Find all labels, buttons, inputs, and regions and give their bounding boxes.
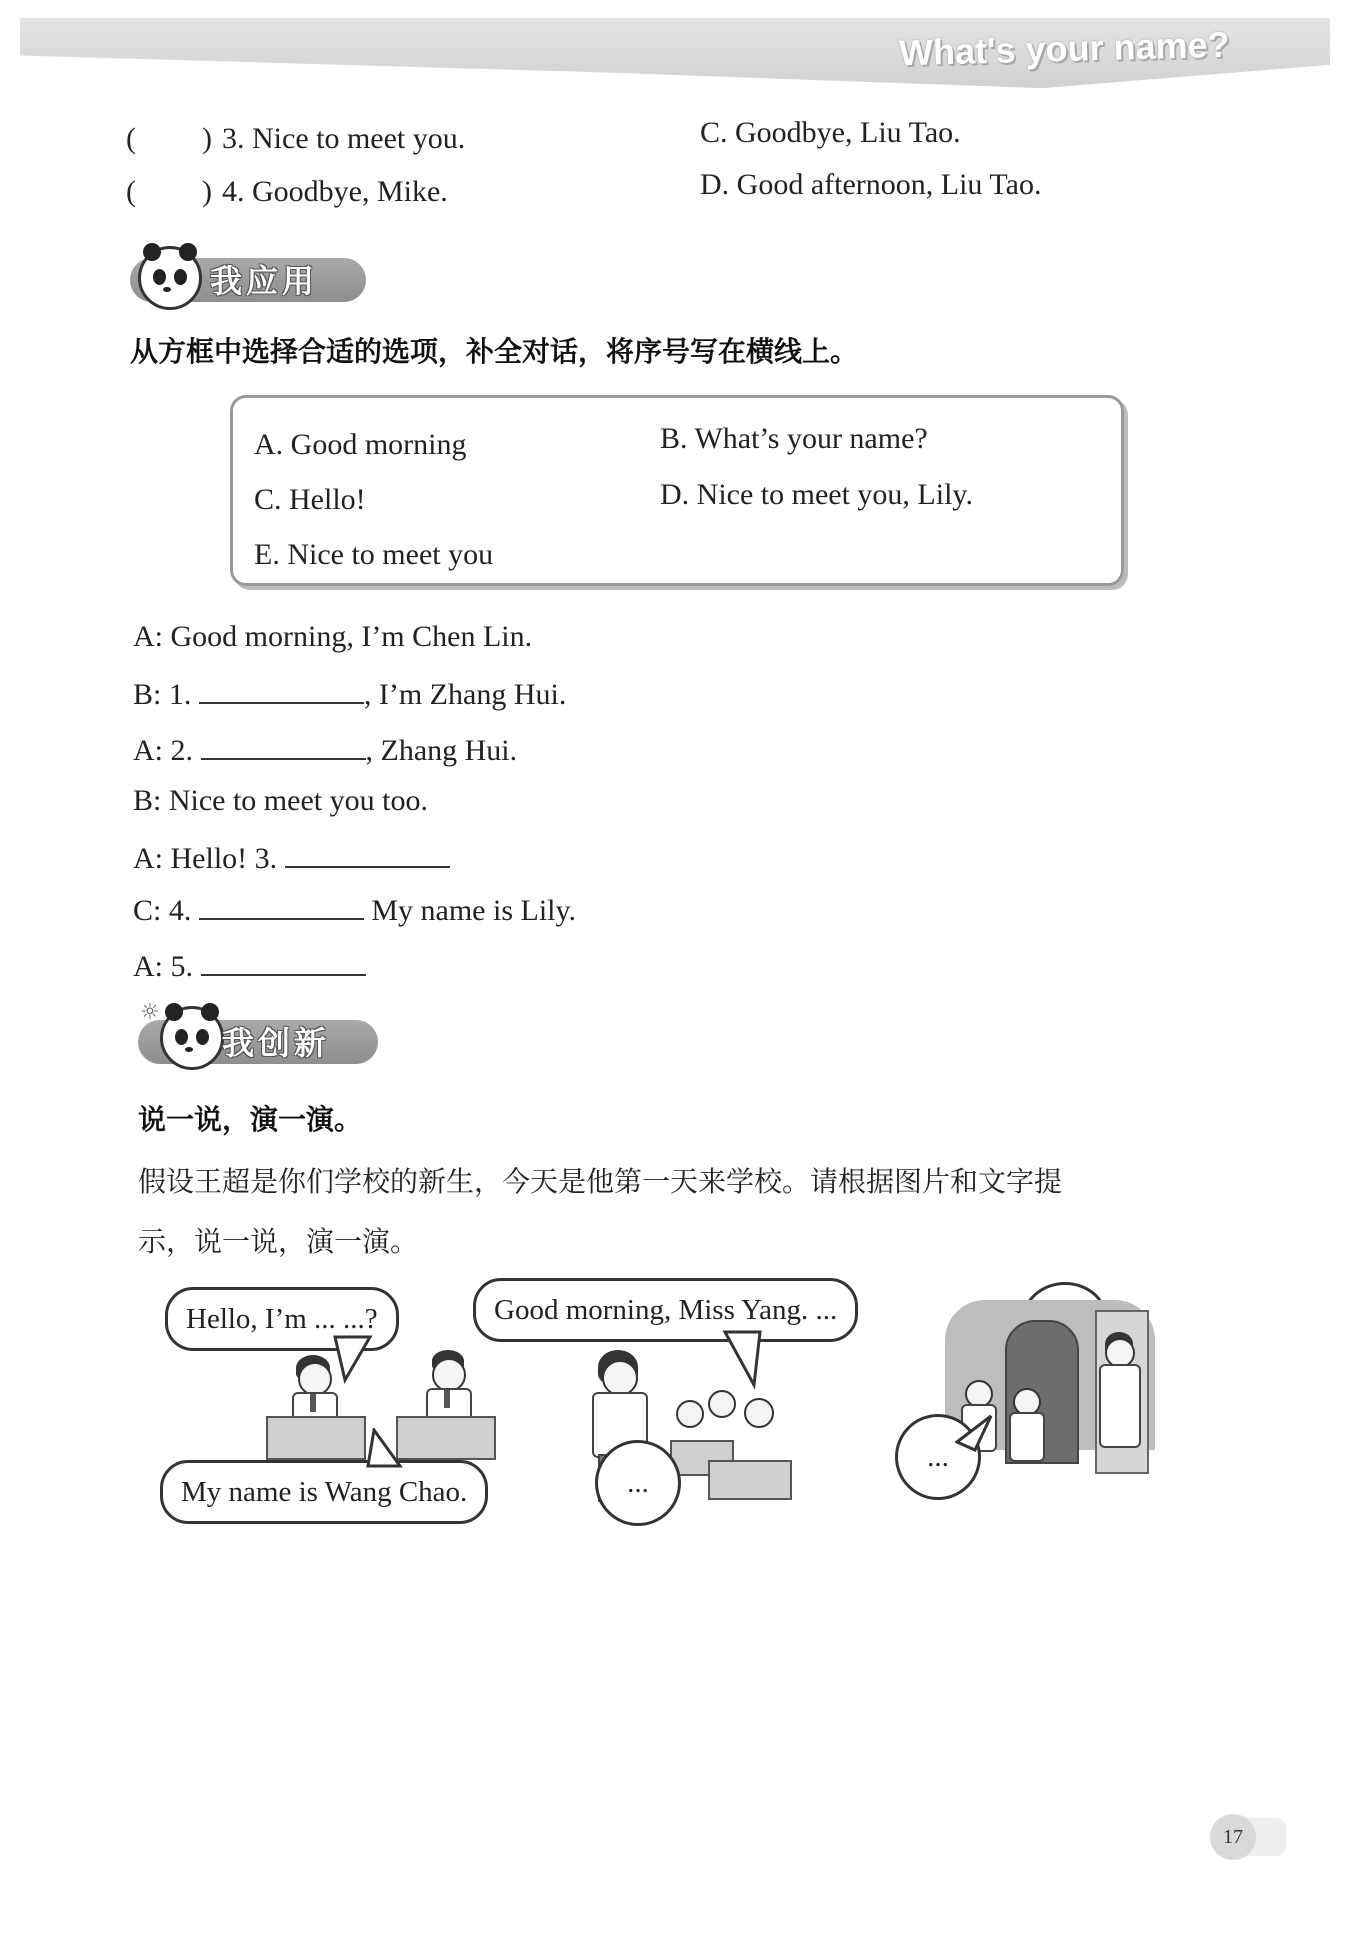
section-title-create: 我创新 [222, 1024, 331, 1062]
dialogue-line-6 [133, 890, 576, 928]
create-instruction: 说一说，演一演。 [138, 1103, 363, 1136]
paren-close-3: ) [202, 122, 212, 155]
answer-blank-4[interactable] [199, 890, 364, 920]
dialogue-line-3-prefix: A: 2. [133, 734, 193, 767]
speech-bubble-name: My name is Wang Chao. [160, 1460, 488, 1524]
option-d: D. Nice to meet you, Lily. [660, 478, 973, 511]
dialogue-line-2-suffix: , I’m Zhang Hui. [363, 678, 567, 711]
panda-icon [138, 246, 202, 310]
unit-title: What's your name? [898, 23, 1231, 74]
matching-answer-d: D. Good afternoon, Liu Tao. [700, 168, 1042, 201]
answer-blank-1[interactable] [199, 674, 364, 704]
dialogue-line-2-prefix: B: 1. [133, 678, 192, 711]
dialogue-line-5 [133, 838, 450, 876]
matching-item-4: 4. Goodbye, Mike. [222, 175, 448, 208]
dialogue-line-6-prefix: C: 4. [133, 894, 192, 927]
dialogue-line-6-suffix: My name is Lily. [371, 894, 577, 927]
create-body-line-2: 示，说一说，演一演。 [138, 1225, 419, 1258]
sun-icon: ☼ [140, 1000, 160, 1025]
bubble-tail [955, 1412, 995, 1452]
dialogue-line-1: A: Good morning, I’m Chen Lin. [133, 620, 533, 653]
paren-close-4: ) [202, 175, 212, 208]
option-c: C. Hello! [254, 483, 366, 516]
dialogue-line-4: B: Nice to meet you too. [133, 784, 428, 817]
apply-instruction: 从方框中选择合适的选项，补全对话，将序号写在横线上。 [130, 335, 859, 368]
option-e: E. Nice to meet you [254, 538, 494, 571]
speech-bubble-dots-1: ... [595, 1440, 681, 1526]
dialogue-line-5-prefix: A: Hello! 3. [133, 842, 278, 875]
answer-blank-2[interactable] [201, 730, 366, 760]
option-b: B. What’s your name? [660, 422, 928, 455]
page-number: 17 [1210, 1814, 1256, 1860]
dialogue-line-2 [133, 674, 566, 712]
dialogue-line-3-suffix: , Zhang Hui. [365, 734, 518, 767]
answer-blank-5[interactable] [201, 946, 366, 976]
matching-answer-c: C. Goodbye, Liu Tao. [700, 116, 961, 149]
section-title-apply: 我应用 [210, 262, 319, 300]
matching-item-3: 3. Nice to meet you. [222, 122, 466, 155]
create-body-line-1: 假设王超是你们学校的新生，今天是他第一天来学校。请根据图片和文字提 [138, 1165, 1063, 1198]
dialogue-line-7 [133, 946, 366, 984]
dialogue-line-3 [133, 730, 517, 768]
speech-bubble-hello: Hello, I’m ... ...? [165, 1287, 399, 1351]
dialogue-line-7-prefix: A: 5. [133, 950, 193, 983]
paren-open-3: ( [126, 122, 136, 155]
option-a: A. Good morning [254, 428, 467, 461]
speech-bubble-morning: Good morning, Miss Yang. ... [473, 1278, 858, 1342]
speech-bubble-dots-3: ... [895, 1414, 981, 1500]
panda-icon [160, 1006, 224, 1070]
paren-open-4: ( [126, 175, 136, 208]
answer-blank-3[interactable] [285, 838, 450, 868]
bubble-tail [360, 1428, 410, 1468]
